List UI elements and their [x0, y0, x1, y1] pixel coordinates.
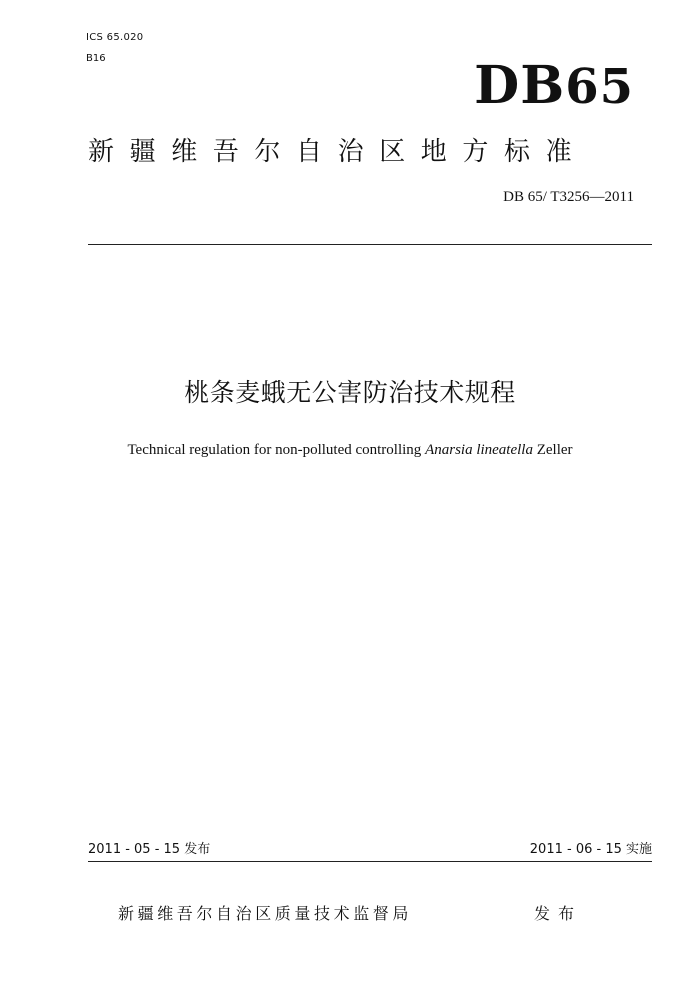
header-divider [88, 244, 652, 245]
ics-code: ICS 65.020 [86, 32, 144, 43]
title-english-lead: Technical regulation for non-polluted controlling [127, 442, 426, 458]
implementation-date: 2011 - 06 - 15 实施 [529, 842, 652, 857]
standard-authority-title: 新疆维吾尔自治区地方标准 [88, 137, 588, 167]
logo-number: 65 [565, 59, 634, 115]
standard-number: DB 65/ T3256—2011 [503, 189, 634, 205]
document-title-chinese: 桃条麦蛾无公害防治技术规程 [184, 378, 516, 407]
title-english-species: Anarsia lineatella [425, 442, 533, 458]
standard-logo [474, 55, 634, 116]
issuing-organization: 新疆维吾尔自治区质量技术监督局 [118, 904, 413, 923]
issue-label: 发布 [534, 904, 583, 923]
issue-date: 2011 - 05 - 15 发布 [88, 842, 211, 857]
title-english-author: Zeller [532, 442, 573, 458]
logo-prefix: DB [474, 55, 566, 116]
date-row [88, 841, 652, 862]
classification-code: B16 [86, 53, 106, 64]
document-title-english [0, 441, 700, 459]
